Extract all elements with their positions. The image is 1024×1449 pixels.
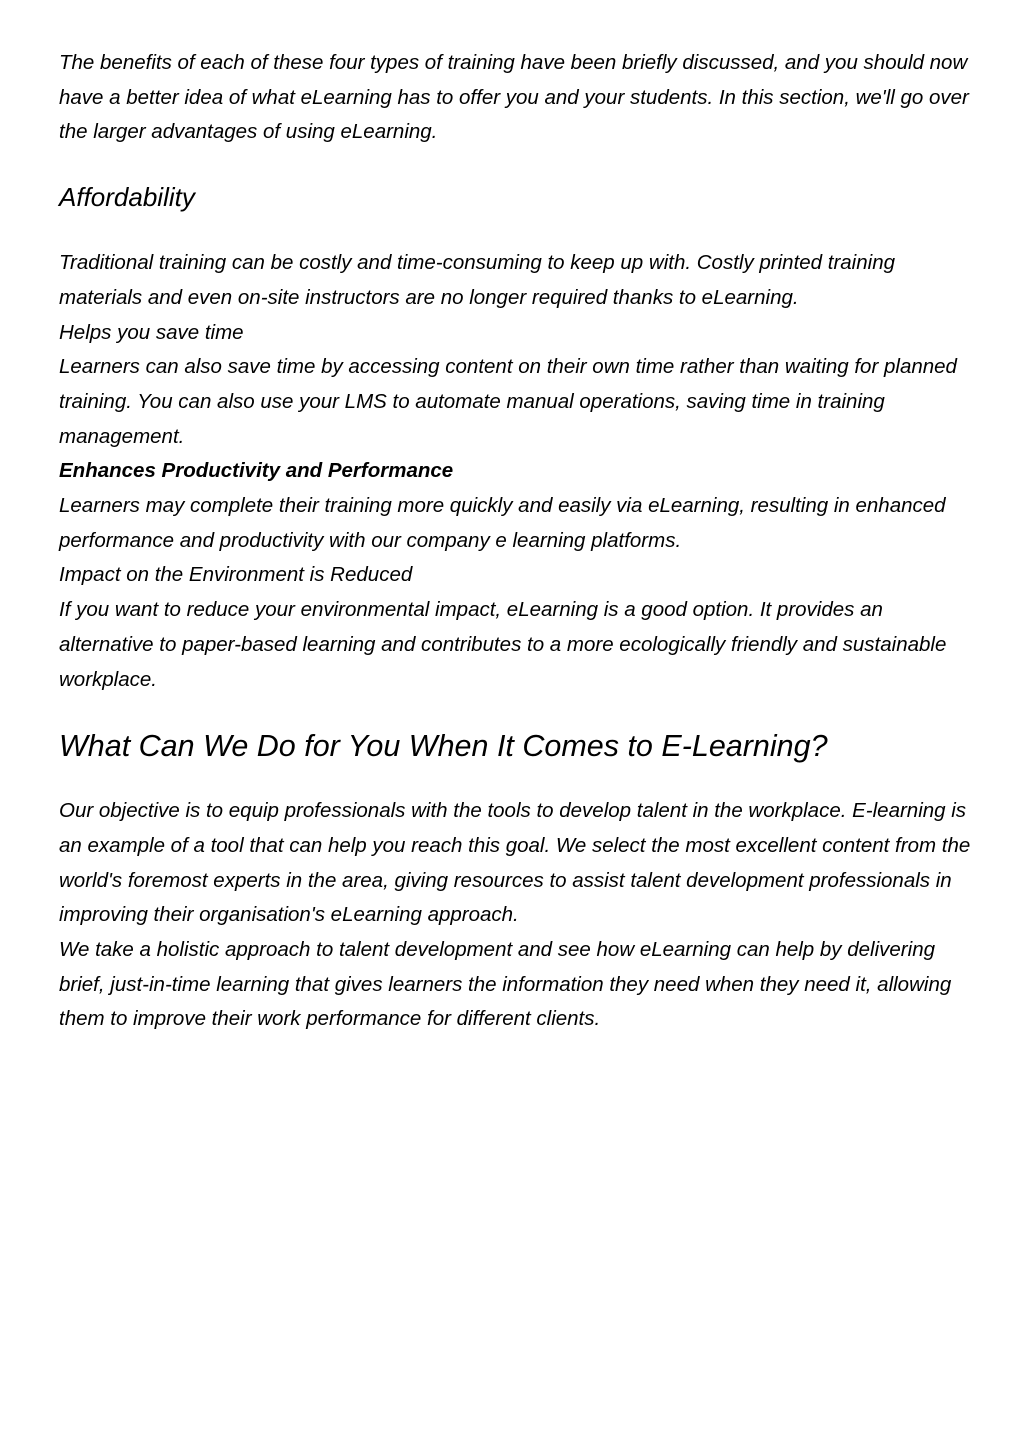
save-time-title: Helps you save time: [59, 320, 244, 344]
productivity-paragraph: Learners may complete their training more quickly and easily via eLearning, resulting in enhanced performance and productivity with our company e learning platforms.: [59, 494, 946, 552]
save-time-paragraph: Learners can also save time by accessing content on their own time rather than waiting for planned training. You can also use your LMS to automate manual operations, saving time in training management.: [59, 355, 957, 448]
affordability-paragraph: Traditional training can be costly and time-consuming to keep up with. Costly printed training materials and even on-site instructors are no longer required thanks to eLearning.: [59, 251, 895, 309]
what-we-do-paragraph-2: We take a holistic approach to talent development and see how eLearning can help by delivering brief, just-in-time learning that gives learners the information they need when they need it, allowing them to improve their work performance for different clients.: [59, 938, 952, 1031]
what-we-do-paragraph-1: Our objective is to equip professionals with the tools to develop talent in the workplace. E-learning is an example of a tool that can help you reach this goal. We select the most excellent content from the world's foremost experts in the area, giving resources to assist talent development professionals in improving their organisation's eLearning approach.: [59, 799, 971, 927]
environment-title: Impact on the Environment is Reduced: [59, 563, 413, 587]
affordability-section: [59, 246, 974, 697]
environment-paragraph: If you want to reduce your environmental impact, eLearning is a good option. It provides an alternative to paper-based learning and contributes to a more ecologically friendly and sustainable workplace.: [59, 598, 947, 691]
intro-paragraph: The benefits of each of these four types of training have been briefly discussed, and you should now have a better idea of what eLearning has to offer you and your students. In this section, we'll go over the larger advantages of using eLearning.: [59, 51, 969, 144]
what-we-do-heading: What Can We Do for You When It Comes to E-Learning?: [59, 729, 828, 764]
productivity-title: Enhances Productivity and Performance: [59, 459, 454, 483]
what-we-do-section: [59, 794, 974, 1037]
affordability-heading: Affordability: [59, 182, 195, 213]
